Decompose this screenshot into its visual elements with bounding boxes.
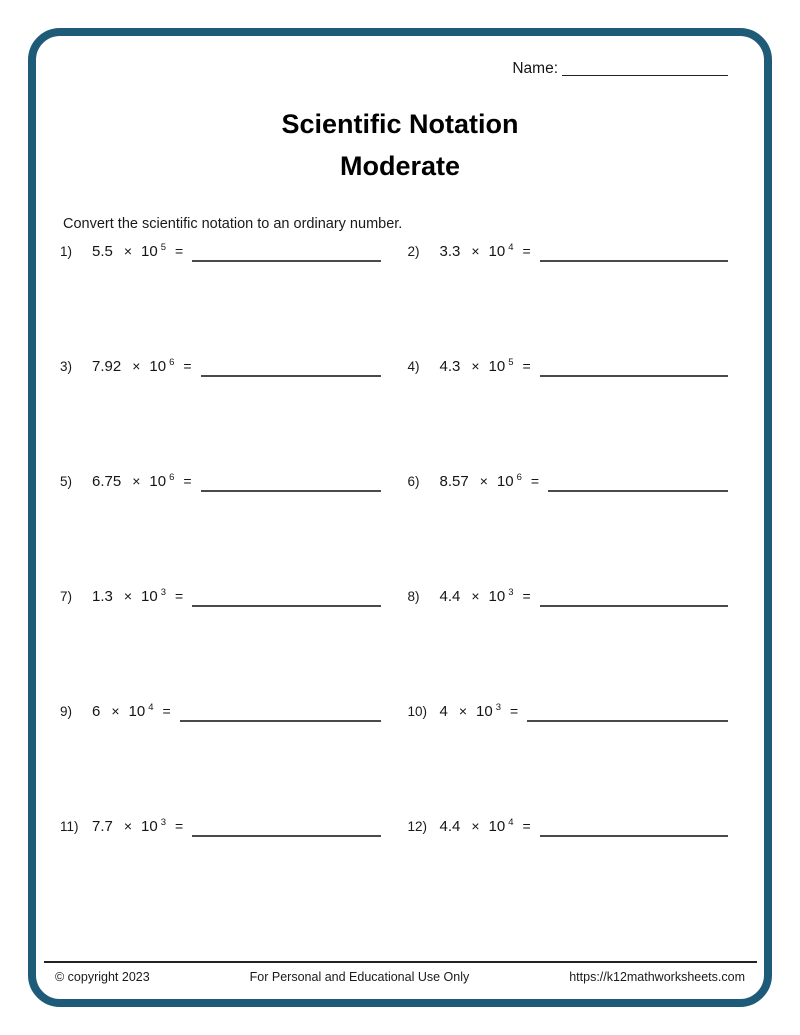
problem-number: 5) — [60, 474, 73, 489]
equals-sign: = — [162, 703, 171, 719]
exponent: 5 — [508, 357, 514, 368]
footer-copyright: © copyright 2023 — [55, 970, 150, 984]
equals-sign: = — [175, 243, 184, 259]
problem-number: 2) — [407, 244, 420, 259]
exponent: 6 — [516, 472, 522, 483]
equals-sign: = — [183, 473, 192, 489]
coefficient: 3.3 — [439, 243, 461, 260]
base-ten: 10 — [488, 818, 506, 835]
exponent: 3 — [508, 587, 514, 598]
exponent: 6 — [169, 357, 175, 368]
equals-sign: = — [175, 818, 184, 834]
base-ten: 10 — [488, 588, 506, 605]
problem-row — [408, 818, 729, 933]
coefficient: 8.57 — [439, 473, 469, 490]
coefficient: 5.5 — [92, 243, 113, 260]
page-title — [0, 103, 800, 187]
equals-sign: = — [175, 588, 184, 604]
multiply-sign: × — [471, 243, 480, 259]
name-label: Name: — [512, 60, 558, 77]
exponent: 3 — [495, 702, 502, 713]
problem-number: 8) — [407, 589, 420, 604]
answer-blank-line — [201, 375, 381, 377]
multiply-sign: × — [479, 473, 488, 489]
answer-blank-line — [540, 605, 728, 607]
coefficient: 7.92 — [92, 358, 122, 375]
coefficient: 6.75 — [92, 473, 122, 490]
instruction-text: Convert the scientific notation to an ordinary number. — [63, 216, 403, 232]
problem-row — [60, 473, 381, 588]
multiply-sign: × — [123, 818, 133, 834]
base-ten: 10 — [149, 358, 167, 375]
coefficient: 4.3 — [439, 358, 461, 375]
problem-row — [60, 703, 381, 818]
name-blank-line — [562, 75, 728, 76]
equals-sign: = — [530, 473, 540, 489]
multiply-sign: × — [471, 358, 480, 374]
answer-blank-line — [201, 490, 381, 492]
problem-row — [60, 818, 381, 933]
multiply-sign: × — [471, 588, 480, 604]
exponent: 3 — [160, 817, 167, 828]
coefficient: 4.4 — [439, 588, 461, 605]
base-ten: 10 — [149, 473, 167, 490]
multiply-sign: × — [458, 703, 468, 719]
coefficient: 4.4 — [439, 818, 461, 835]
exponent: 4 — [508, 242, 514, 253]
footer-usage: For Personal and Educational Use Only — [249, 970, 470, 984]
problem-number: 9) — [60, 704, 73, 719]
equals-sign: = — [522, 588, 531, 604]
base-ten: 10 — [496, 473, 514, 490]
exponent: 4 — [148, 702, 154, 713]
title-line-1: Scientific Notation — [281, 109, 519, 139]
answer-blank-line — [540, 260, 728, 262]
problem-number: 6) — [407, 474, 420, 489]
base-ten: 10 — [141, 818, 158, 835]
problem-number: 3) — [60, 359, 73, 374]
problem-row — [60, 243, 381, 358]
equals-sign: = — [510, 703, 519, 719]
base-ten: 10 — [141, 588, 158, 605]
coefficient: 7.7 — [92, 818, 113, 835]
problem-number: 4) — [407, 359, 420, 374]
base-ten: 10 — [128, 703, 146, 720]
problem-row — [408, 703, 729, 818]
answer-blank-line — [540, 375, 728, 377]
base-ten: 10 — [141, 243, 158, 260]
answer-blank-line — [192, 605, 380, 607]
multiply-sign: × — [132, 358, 141, 374]
problem-number: 7) — [60, 589, 73, 604]
multiply-sign: × — [132, 473, 141, 489]
answer-blank-line — [540, 835, 728, 837]
equals-sign: = — [522, 818, 531, 834]
title-line-2: Moderate — [339, 151, 461, 181]
multiply-sign: × — [123, 588, 133, 604]
base-ten: 10 — [488, 358, 506, 375]
problem-row — [408, 358, 729, 473]
footer — [55, 970, 745, 984]
problem-number: 10) — [407, 704, 428, 719]
equals-sign: = — [522, 243, 531, 259]
problem-number: 12) — [407, 819, 428, 834]
multiply-sign: × — [123, 243, 133, 259]
exponent: 4 — [508, 817, 514, 828]
problem-row — [60, 588, 381, 703]
footer-url: https://k12mathworksheets.com — [569, 970, 745, 984]
answer-blank-line — [527, 720, 728, 722]
coefficient: 6 — [92, 703, 101, 720]
exponent: 5 — [160, 242, 167, 253]
answer-blank-line — [192, 835, 380, 837]
answer-blank-line — [192, 260, 380, 262]
problem-row — [60, 358, 381, 473]
base-ten: 10 — [488, 243, 506, 260]
problem-number: 11) — [60, 819, 79, 834]
problem-row — [408, 588, 729, 703]
exponent: 3 — [160, 587, 167, 598]
footer-divider — [44, 961, 757, 963]
equals-sign: = — [183, 358, 192, 374]
coefficient: 1.3 — [92, 588, 113, 605]
answer-blank-line — [548, 490, 728, 492]
coefficient: 4 — [439, 703, 448, 720]
name-field — [512, 60, 728, 78]
exponent: 6 — [169, 472, 175, 483]
problems-grid — [60, 243, 728, 933]
base-ten: 10 — [476, 703, 493, 720]
equals-sign: = — [522, 358, 531, 374]
multiply-sign: × — [471, 818, 480, 834]
problem-row — [408, 473, 729, 588]
multiply-sign: × — [111, 703, 120, 719]
answer-blank-line — [180, 720, 381, 722]
problem-row — [408, 243, 729, 358]
problem-number: 1) — [60, 244, 73, 259]
